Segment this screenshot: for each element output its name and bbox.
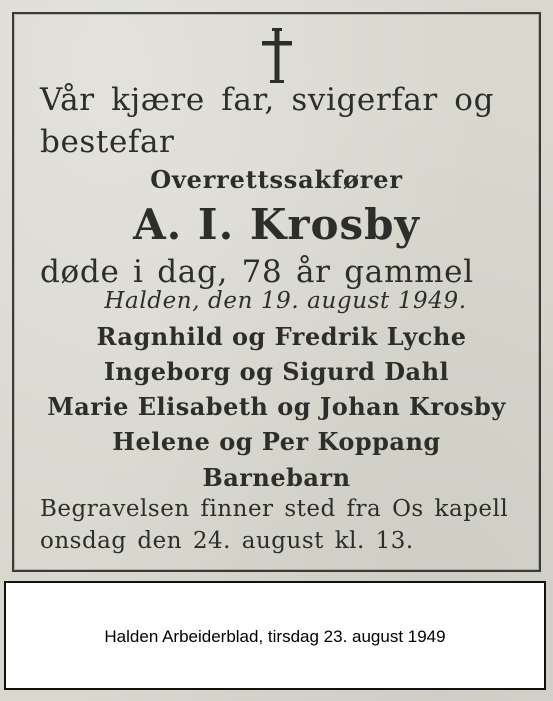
family-member: Ragnhild og Fredrik Lyche xyxy=(96,322,467,351)
latin-cross-icon xyxy=(258,28,296,84)
funeral-line-2: onsdag den 24. august kl. 13. xyxy=(40,528,414,554)
death-line: døde i dag, 78 år gammel xyxy=(40,254,474,290)
family-member: Barnebarn xyxy=(202,463,351,492)
family-member: Helene og Per Koppang xyxy=(112,427,441,456)
family-member: Marie Elisabeth og Johan Krosby xyxy=(47,392,506,421)
profession-title: Overrettssakfører xyxy=(150,165,403,194)
caption-text: Halden Arbeiderblad, tirsdag 23. august 1949 xyxy=(104,627,446,646)
funeral-line-1: Begravelsen finner sted fra Os kapell xyxy=(40,496,509,522)
intro-line-1: Vår kjære far, svigerfar og xyxy=(40,82,495,118)
place-date: Halden, den 19. august 1949. xyxy=(104,288,467,314)
intro-line-2: bestefar xyxy=(40,124,175,160)
deceased-name: A. I. Krosby xyxy=(133,200,420,249)
family-member: Ingeborg og Sigurd Dahl xyxy=(103,357,450,386)
caption-box xyxy=(4,581,546,690)
